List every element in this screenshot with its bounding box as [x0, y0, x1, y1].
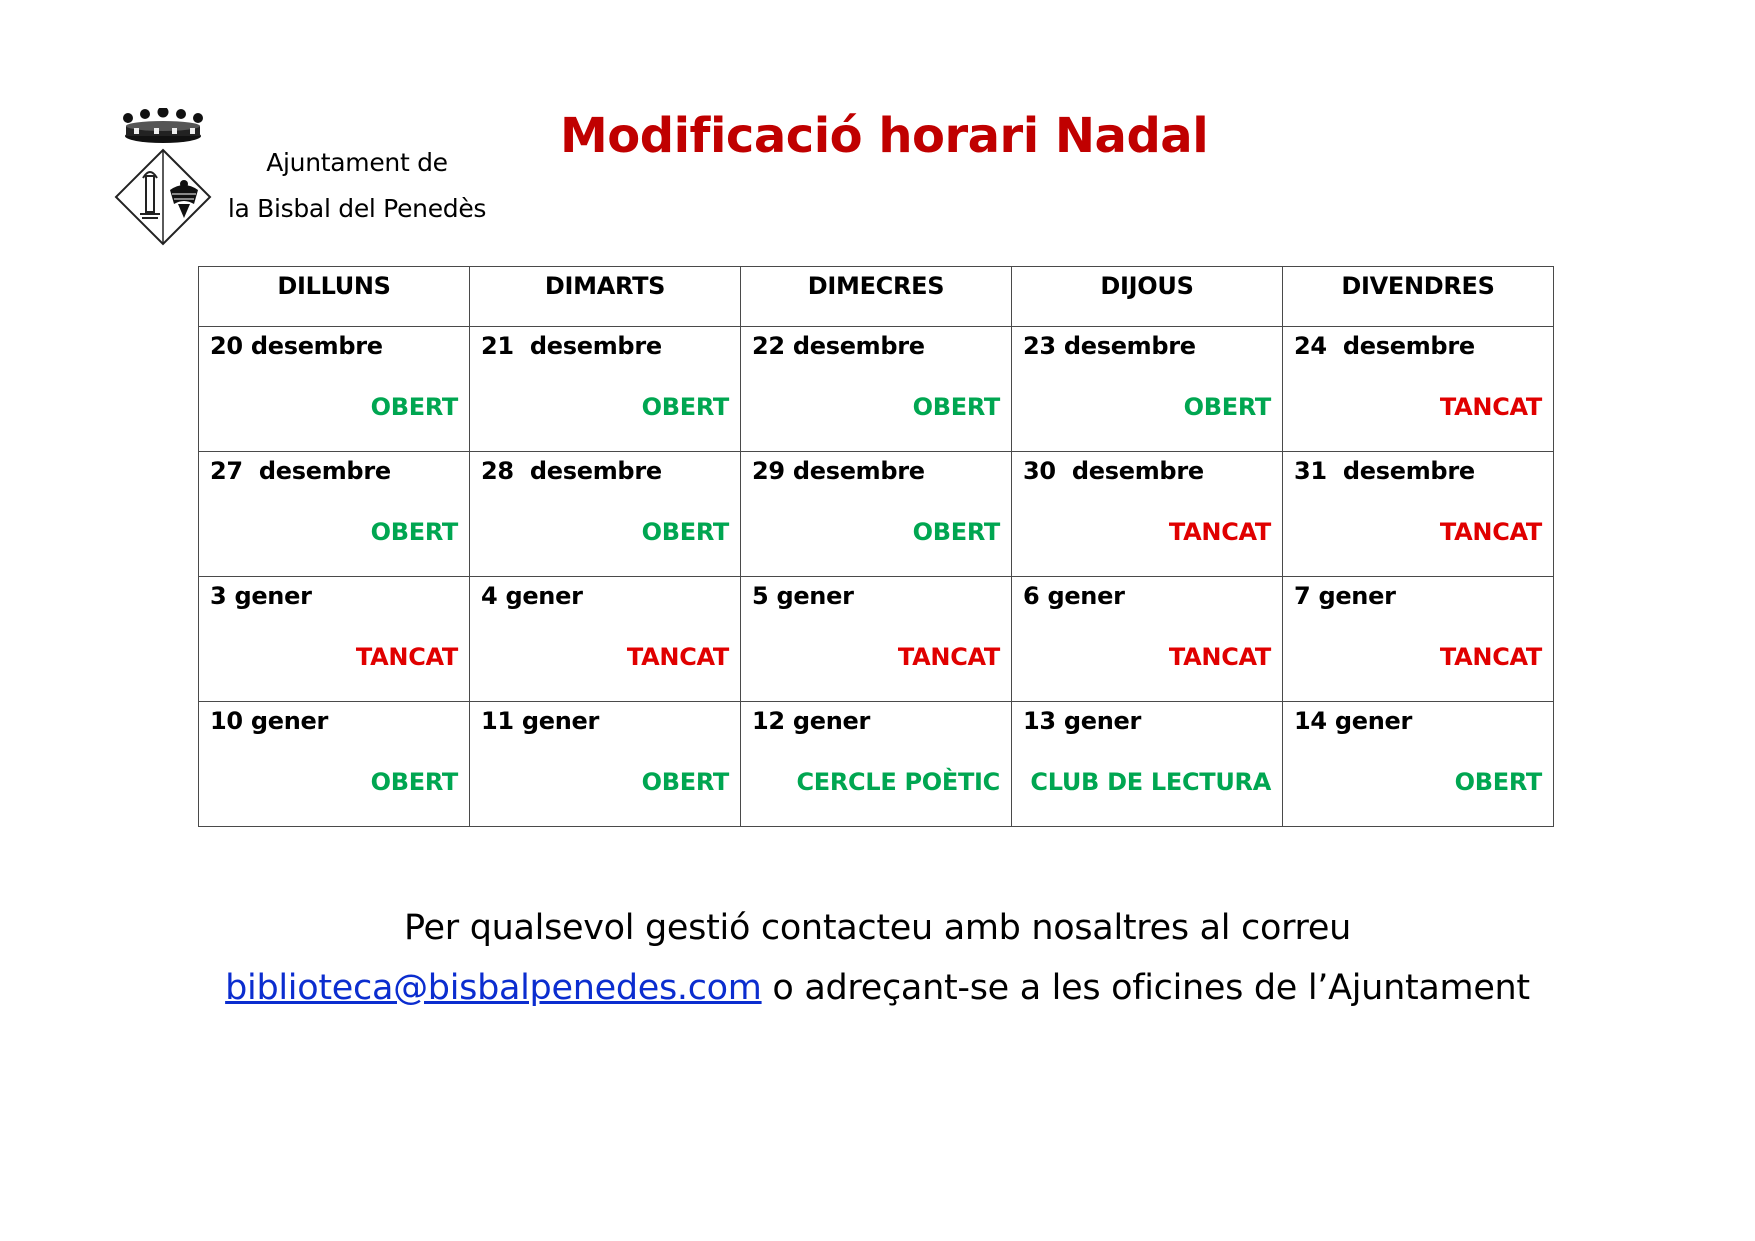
day-cell	[1012, 577, 1283, 702]
shield-icon	[116, 150, 210, 244]
status-label: TANCAT	[1168, 643, 1271, 671]
status-label: OBERT	[912, 393, 1000, 421]
day-cell	[470, 702, 741, 827]
day-cell	[1012, 702, 1283, 827]
column-header: DIJOUS	[1012, 267, 1283, 327]
contact-line-rest: o adreçant-se a les oficines de l’Ajuntament	[761, 968, 1530, 1008]
schedule-table	[198, 266, 1554, 827]
day-cell	[199, 327, 470, 452]
day-cell	[470, 452, 741, 577]
status-label: TANCAT	[1439, 643, 1542, 671]
status-label: OBERT	[912, 518, 1000, 546]
column-header: DIMARTS	[470, 267, 741, 327]
status-label: TANCAT	[626, 643, 729, 671]
day-cell	[1283, 577, 1554, 702]
day-cell	[741, 702, 1012, 827]
status-label: OBERT	[370, 768, 458, 796]
date-label: 5 gener	[752, 582, 854, 610]
date-label: 14 gener	[1294, 707, 1413, 735]
day-cell	[1283, 452, 1554, 577]
date-label: 21 desembre	[481, 332, 662, 360]
status-label: TANCAT	[355, 643, 458, 671]
day-cell	[1012, 327, 1283, 452]
column-header: DIMECRES	[741, 267, 1012, 327]
day-cell	[1012, 452, 1283, 577]
coat-of-arms-logo	[110, 108, 216, 248]
status-label: OBERT	[641, 518, 729, 546]
email-link[interactable]: biblioteca@bisbalpenedes.com	[225, 968, 762, 1008]
date-label: 23 desembre	[1023, 332, 1196, 360]
status-label: CERCLE POÈTIC	[796, 768, 1000, 796]
date-label: 3 gener	[210, 582, 312, 610]
table-row	[199, 577, 1554, 702]
column-header: DIVENDRES	[1283, 267, 1554, 327]
date-label: 20 desembre	[210, 332, 383, 360]
status-label: CLUB DE LECTURA	[1030, 768, 1271, 796]
table-row	[199, 702, 1554, 827]
status-label: OBERT	[370, 518, 458, 546]
status-label: OBERT	[1454, 768, 1542, 796]
contact-line	[0, 968, 1755, 1008]
status-label: TANCAT	[1168, 518, 1271, 546]
status-label: OBERT	[1183, 393, 1271, 421]
day-cell	[470, 327, 741, 452]
crown-icon	[123, 108, 203, 143]
day-cell	[741, 577, 1012, 702]
date-label: 12 gener	[752, 707, 871, 735]
date-label: 31 desembre	[1294, 457, 1475, 485]
column-header: DILLUNS	[199, 267, 470, 327]
day-cell	[741, 327, 1012, 452]
date-label: 6 gener	[1023, 582, 1125, 610]
date-label: 29 desembre	[752, 457, 925, 485]
day-cell	[741, 452, 1012, 577]
status-label: TANCAT	[1439, 518, 1542, 546]
status-label: OBERT	[370, 393, 458, 421]
status-label: OBERT	[641, 768, 729, 796]
date-label: 30 desembre	[1023, 457, 1204, 485]
status-label: TANCAT	[1439, 393, 1542, 421]
date-label: 28 desembre	[481, 457, 662, 485]
page-title: Modificació horari Nadal	[560, 108, 1209, 164]
table-row	[199, 327, 1554, 452]
date-label: 24 desembre	[1294, 332, 1475, 360]
date-label: 27 desembre	[210, 457, 391, 485]
day-cell	[199, 452, 470, 577]
status-label: OBERT	[641, 393, 729, 421]
organization-name	[222, 140, 492, 232]
table-row	[199, 452, 1554, 577]
day-cell	[1283, 327, 1554, 452]
day-cell	[1283, 702, 1554, 827]
org-line-2: la Bisbal del Penedès	[227, 194, 487, 223]
date-label: 10 gener	[210, 707, 329, 735]
status-label: TANCAT	[897, 643, 1000, 671]
day-cell	[199, 577, 470, 702]
contact-text: Per qualsevol gestió contacteu amb nosaltres al correu	[403, 908, 1351, 948]
date-label: 11 gener	[481, 707, 600, 735]
header-row	[199, 267, 1554, 327]
date-label: 22 desembre	[752, 332, 925, 360]
day-cell	[199, 702, 470, 827]
day-cell	[470, 577, 741, 702]
date-label: 7 gener	[1294, 582, 1396, 610]
date-label: 13 gener	[1023, 707, 1142, 735]
date-label: 4 gener	[481, 582, 583, 610]
org-line-1: Ajuntament de	[266, 148, 448, 177]
